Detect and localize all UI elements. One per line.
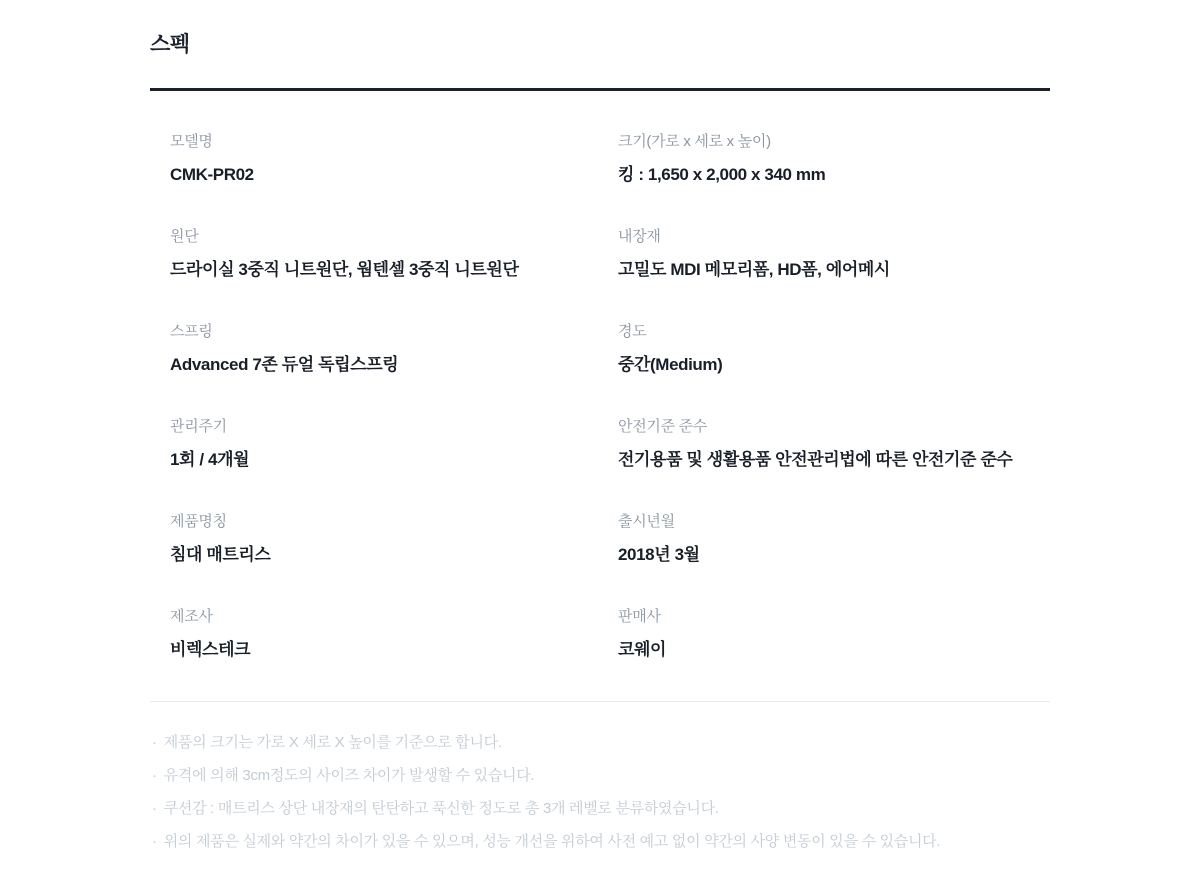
spec-label: 제품명칭: [170, 513, 227, 530]
spec-label: 제조사: [170, 608, 213, 625]
note-item-cushion-levels: [152, 792, 1050, 825]
spec-value: 고밀도 MDI 메모리폼, HD폼, 에어메시: [618, 260, 890, 279]
spec-value: 전기용품 및 생활용품 안전관리법에 따른 안전기준 준수: [618, 450, 1013, 469]
spec-label: 내장재: [618, 228, 661, 245]
spec-label: 크기(가로 x 세로 x 높이): [618, 133, 771, 150]
spec-row-2: [170, 226, 1050, 283]
spec-item-size: [618, 131, 1050, 188]
spec-value: Advanced 7존 듀얼 독립스프링: [170, 355, 399, 374]
bullet-icon: ·: [152, 833, 157, 850]
spec-label: 판매사: [618, 608, 661, 625]
spec-value: CMK-PR02: [170, 165, 254, 184]
note-text: 유격에 의해 3cm정도의 사이즈 차이가 발생할 수 있습니다.: [163, 767, 535, 784]
spec-row-4: [170, 416, 1050, 473]
note-item-spec-change: [152, 825, 1050, 858]
spec-value: 코웨이: [618, 640, 667, 659]
spec-item-seller: [618, 606, 1050, 663]
spec-item-release-date: [618, 511, 1050, 568]
note-text: 위의 제품은 실제와 약간의 차이가 있을 수 있으며, 성능 개선을 위하여 사전 예고 없이 약간의 사양 변동이 있을 수 있습니다.: [163, 833, 941, 850]
spec-value: 중간(Medium): [618, 355, 723, 374]
bullet-icon: ·: [152, 767, 157, 784]
note-item-size-tolerance: [152, 759, 1050, 792]
spec-item-product-type: [170, 511, 618, 568]
spec-table: [150, 91, 1050, 663]
spec-item-spring: [170, 321, 618, 378]
spec-item-filling: [618, 226, 1050, 283]
bullet-icon: ·: [152, 734, 157, 751]
spec-item-model-name: [170, 131, 618, 188]
spec-value: 드라이실 3중직 니트원단, 웜텐셀 3중직 니트원단: [170, 260, 519, 279]
spec-label: 출시년월: [618, 513, 675, 530]
spec-row-5: [170, 511, 1050, 568]
page-title: 스펙: [150, 33, 190, 56]
spec-value: 2018년 3월: [618, 545, 700, 564]
spec-item-fabric: [170, 226, 618, 283]
note-item-size-basis: [152, 726, 1050, 759]
spec-item-care-cycle: [170, 416, 618, 473]
spec-row-1: [170, 131, 1050, 188]
spec-value: 침대 매트리스: [170, 545, 271, 564]
spec-label: 모델명: [170, 133, 213, 150]
spec-value: 킹 : 1,650 x 2,000 x 340 mm: [618, 165, 826, 184]
spec-value: 비렉스테크: [170, 640, 251, 659]
spec-item-firmness: [618, 321, 1050, 378]
note-text: 제품의 크기는 가로 X 세로 X 높이를 기준으로 합니다.: [163, 734, 502, 751]
bullet-icon: ·: [152, 800, 157, 817]
spec-label: 스프링: [170, 323, 213, 340]
spec-item-manufacturer: [170, 606, 618, 663]
spec-label: 경도: [618, 323, 647, 340]
spec-section: [150, 0, 1050, 858]
spec-label: 안전기준 준수: [618, 418, 708, 435]
spec-label: 관리주기: [170, 418, 227, 435]
spec-value: 1회 / 4개월: [170, 450, 250, 469]
notes-section: [150, 701, 1050, 858]
spec-label: 원단: [170, 228, 199, 245]
spec-item-safety-standard: [618, 416, 1050, 473]
note-text: 쿠션감 : 매트리스 상단 내장재의 탄탄하고 푹신한 정도로 총 3개 레벨로 분류하였습니다.: [163, 800, 719, 817]
spec-row-6: [170, 606, 1050, 663]
spec-row-3: [170, 321, 1050, 378]
